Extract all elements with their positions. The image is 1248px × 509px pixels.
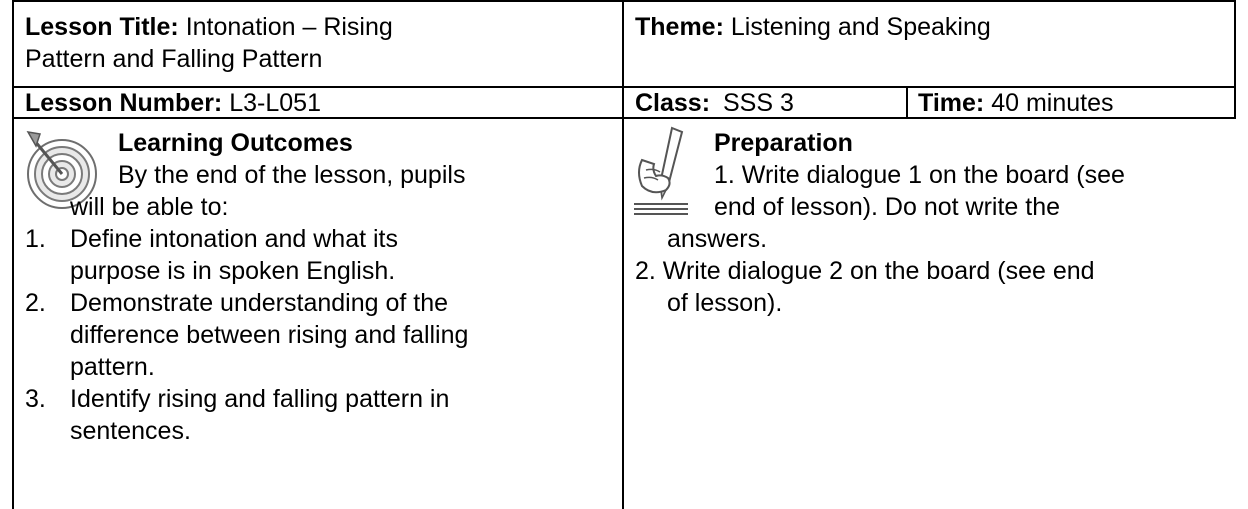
lesson-number	[25, 88, 321, 118]
outcome-2-line2: difference between rising and falling	[70, 321, 469, 349]
lesson-title	[25, 12, 393, 42]
preparation-heading: Preparation	[714, 129, 853, 157]
lesson-title-line1: Intonation – Rising	[185, 13, 393, 41]
outcome-2-number: 2.	[25, 289, 46, 317]
class-value: SSS 3	[723, 89, 794, 117]
outcome-2-line1: Demonstrate understanding of the	[70, 289, 449, 317]
time	[918, 88, 1113, 118]
class-label: Class:	[635, 89, 711, 117]
outcome-3-line2: sentences.	[70, 417, 191, 445]
lesson-number-label: Lesson Number:	[25, 89, 223, 117]
outcome-3-number: 3.	[25, 385, 46, 413]
preparation-step1-line2: end of lesson). Do not write the	[714, 193, 1061, 221]
lesson-title-label: Lesson Title:	[25, 13, 179, 41]
time-value: 40 minutes	[991, 89, 1114, 117]
lesson-number-value: L3-L051	[229, 89, 321, 117]
time-label: Time:	[918, 89, 985, 117]
preparation-step1-line1: 1. Write dialogue 1 on the board (see	[714, 161, 1125, 189]
outcome-1-number: 1.	[25, 225, 46, 253]
learning-outcomes-intro-line1: By the end of the lesson, pupils	[118, 161, 466, 189]
outcome-3-line1: Identify rising and falling pattern in	[70, 385, 450, 413]
theme-label: Theme:	[635, 13, 724, 41]
table-col-divider-time	[906, 86, 908, 119]
preparation-step1-line3: answers.	[667, 225, 768, 253]
outcome-1-line1: Define intonation and what its	[70, 225, 398, 253]
pencil-writing-icon	[632, 124, 702, 216]
lesson-title-line2: Pattern and Falling Pattern	[25, 45, 323, 73]
class	[635, 88, 794, 118]
preparation-step2-line1: 2. Write dialogue 2 on the board (see end	[635, 257, 1095, 285]
theme-value: Listening and Speaking	[730, 13, 991, 41]
table-border-right	[1234, 0, 1236, 119]
table-col-divider	[622, 0, 624, 509]
theme	[635, 12, 991, 42]
learning-outcomes-intro-line2: will be able to:	[70, 193, 229, 221]
table-border-left	[12, 0, 14, 509]
learning-outcomes-heading: Learning Outcomes	[118, 129, 353, 157]
outcome-1-line2: purpose is in spoken English.	[70, 257, 396, 285]
outcome-2-line3: pattern.	[70, 353, 155, 381]
table-border-top	[12, 0, 1236, 2]
preparation-step2-line2: of lesson).	[667, 289, 783, 317]
